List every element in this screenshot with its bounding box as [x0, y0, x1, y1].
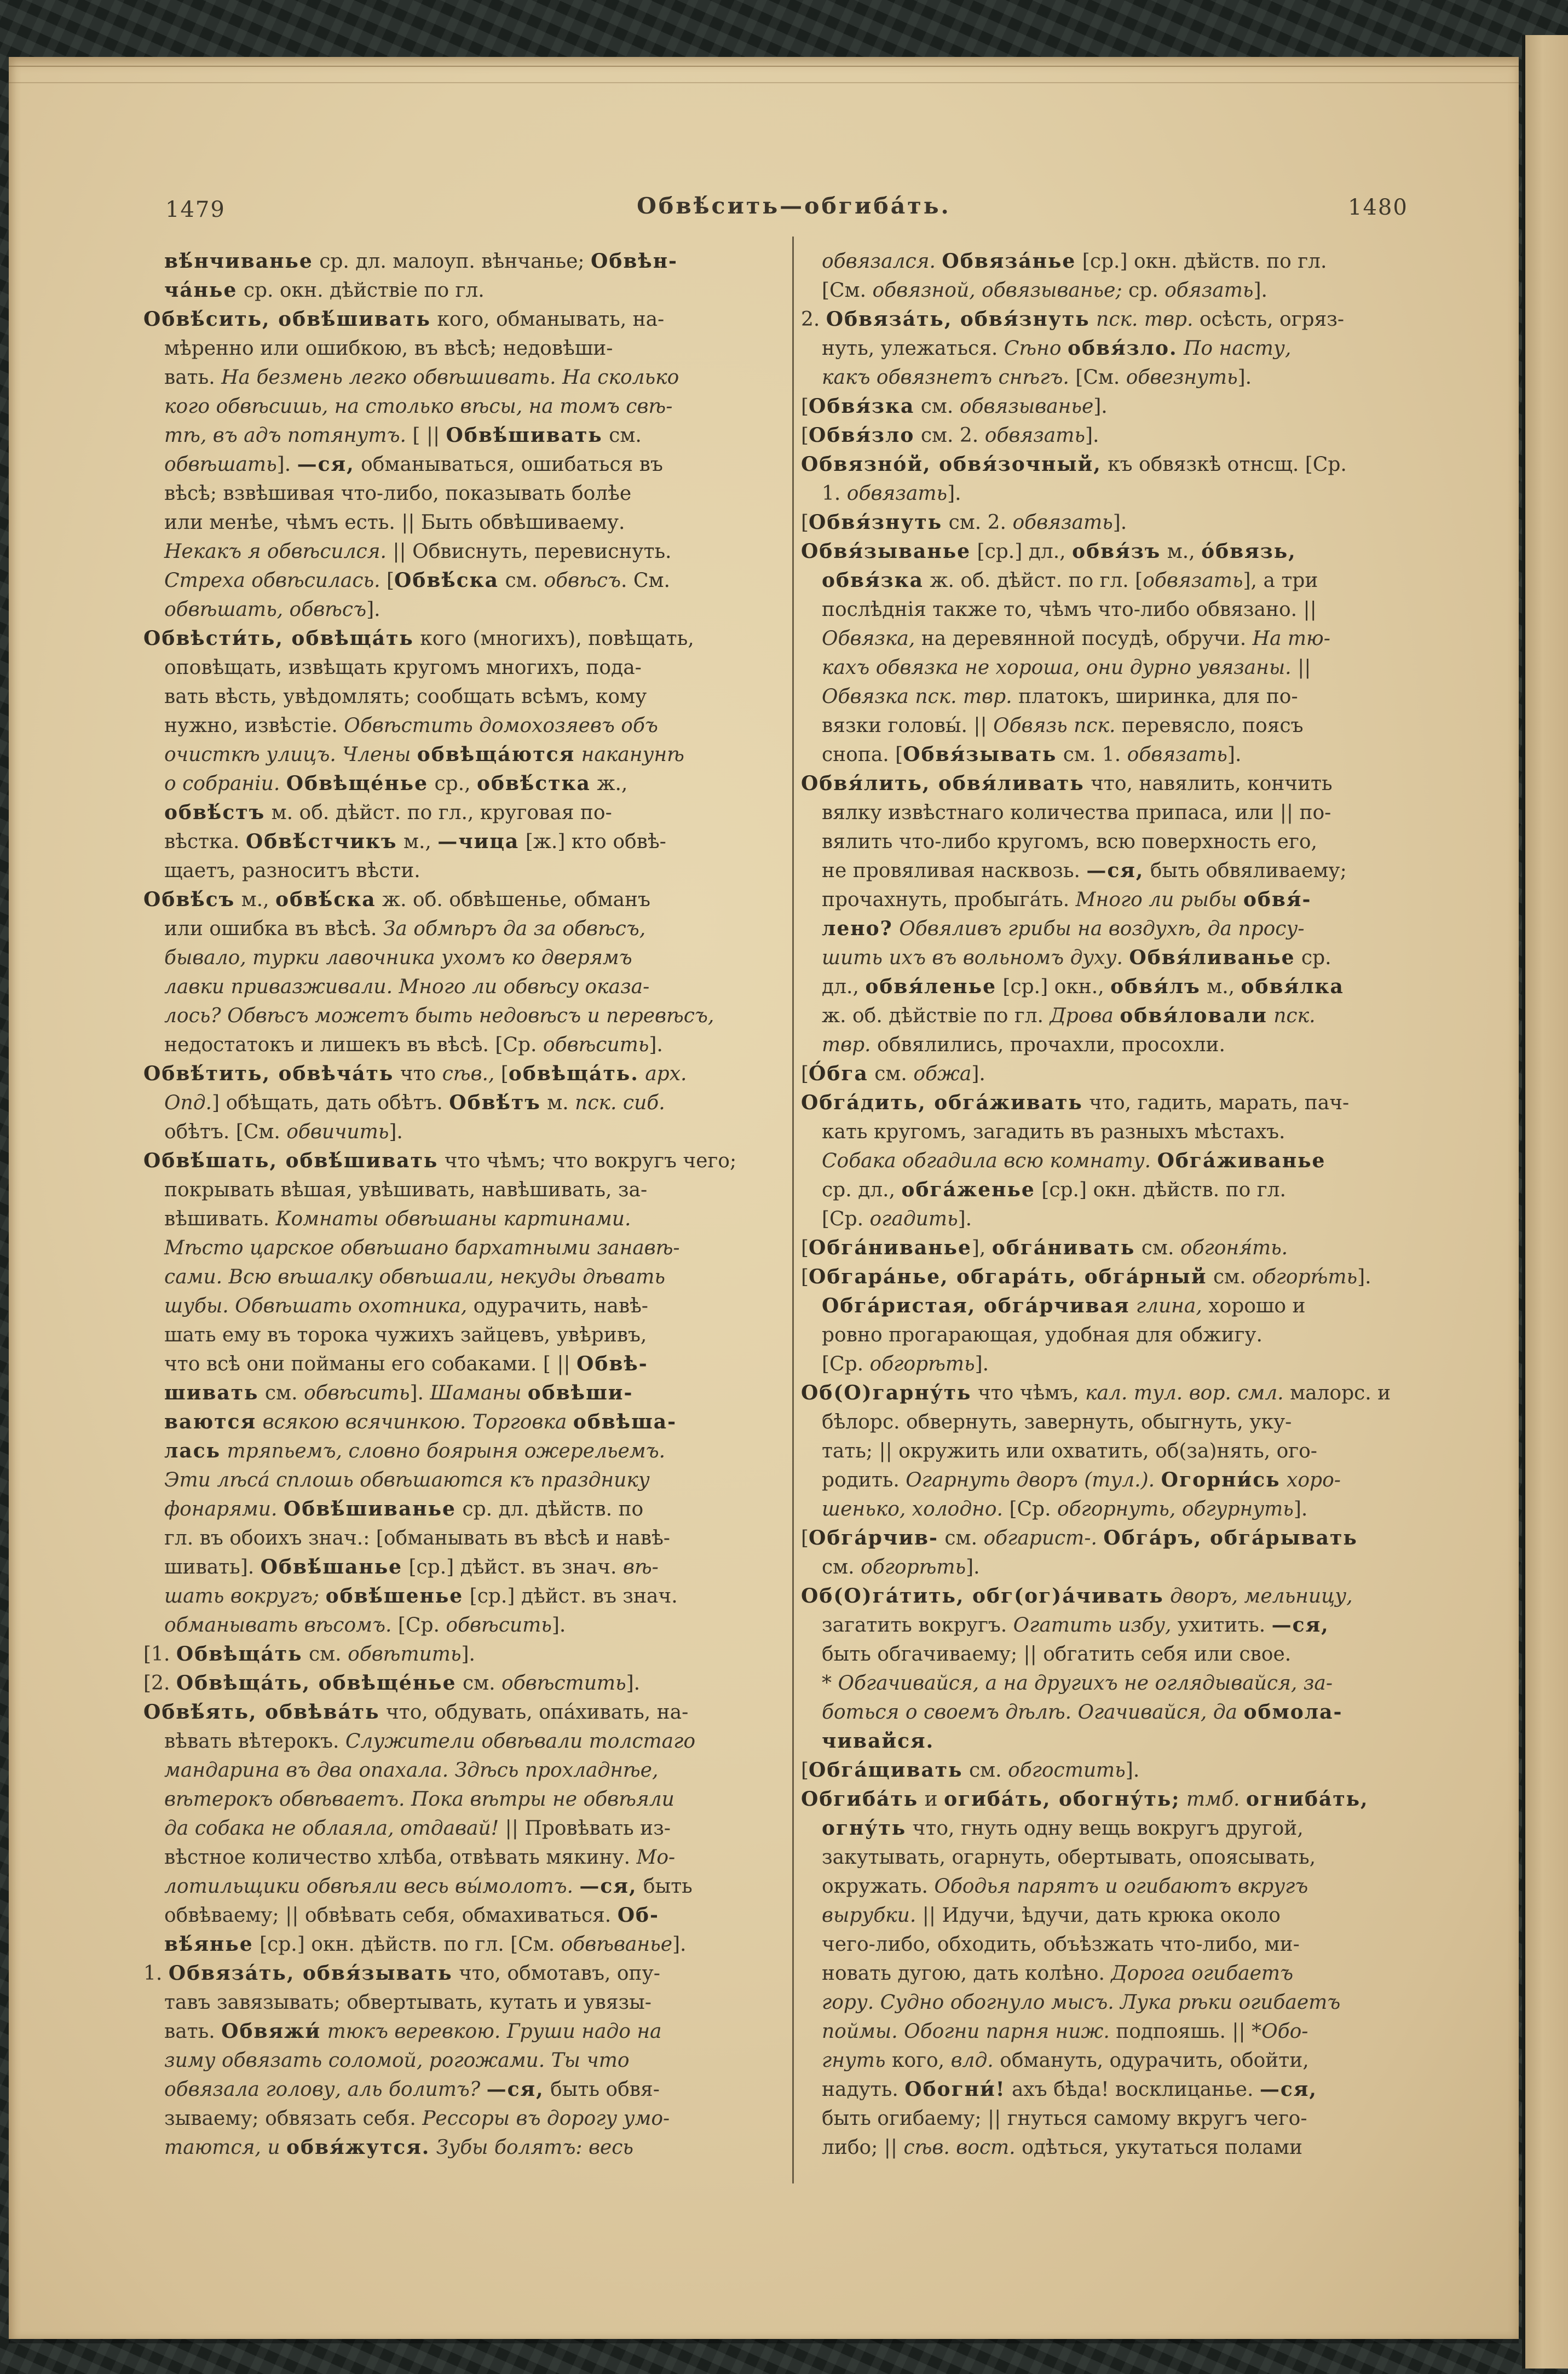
- dictionary-line: [1. Обвѣща́ть см. обвѣтить].: [143, 1643, 475, 1666]
- dictionary-line: обвѣшать]. —ся, обманываться, ошибаться въ: [164, 453, 663, 476]
- dictionary-line: зиму обвязать соломой, рогожами. Ты что: [164, 2049, 630, 2072]
- page-number-right: 1480: [1348, 195, 1408, 220]
- dictionary-line: вѣшивать. Комнаты обвѣшаны картинами.: [164, 1208, 631, 1230]
- dictionary-line: обвѣ́стъ м. об. дѣйст. по гл., круговая по-: [164, 801, 612, 824]
- dictionary-line: Стреха обвѣсилась. [Обвѣ́ска см. обвѣсъ. См.: [164, 569, 670, 592]
- page-number-left: 1479: [165, 197, 226, 222]
- dictionary-line: послѣднія также то, чѣмъ что-либо обвязано. ||: [822, 598, 1317, 621]
- dictionary-line: мѣренно или ошибкою, въ вѣсѣ; недовѣши-: [164, 337, 613, 360]
- dictionary-line: зываему; обвязать себя. Рессоры въ дорогу умо-: [164, 2107, 670, 2130]
- dictionary-line: Обвѣсти́ть, обвѣща́ть кого (многихъ), повѣщать,: [143, 627, 694, 650]
- under-page-edge: [1525, 35, 1568, 2369]
- dictionary-line: 2. Обвяза́ть, обвя́знуть пск. твр. осѣсть, огряз-: [801, 308, 1345, 331]
- dictionary-line: недостатокъ и лишекъ въ вѣсѣ. [Ср. обвѣсить].: [164, 1034, 663, 1056]
- dictionary-line: надуть. Обогни́! ахъ бѣда! восклицанье. —ся,: [822, 2078, 1317, 2101]
- dictionary-line: таются, и обвя́жутся. Зубы болятъ: весь: [164, 2136, 633, 2159]
- dictionary-line: [Ср. обгорѣть].: [822, 1353, 989, 1375]
- dictionary-line: мандарина въ два опахала. Здѣсь прохладнѣе,: [164, 1759, 659, 1782]
- dictionary-line: тать; || окружить или охватить, об(за)нять, ого-: [822, 1440, 1317, 1462]
- dictionary-line: окружать. Ободья парятъ и огибаютъ вкругъ: [822, 1875, 1308, 1898]
- dictionary-line: лось? Обвѣсъ можетъ быть недовѣсъ и перевѣсъ,: [164, 1005, 714, 1027]
- dictionary-line: прочахнуть, пробыга́ть. Много ли рыбы обвя́-: [822, 888, 1312, 911]
- dictionary-line: новать дугою, дать колѣно. Дорога огибаетъ: [822, 1962, 1294, 1985]
- dictionary-line: обвѣваему; || обвѣвать себя, обмахиваться. Об-: [164, 1904, 659, 1927]
- dictionary-line: оповѣщать, извѣщать кругомъ многихъ, пода-: [164, 656, 642, 679]
- dictionary-line: кого обвѣсишь, на столько вѣсы, на томъ свѣ-: [164, 395, 673, 418]
- dictionary-line: шивать см. обвѣсить]. Шаманы обвѣши-: [164, 1381, 633, 1404]
- dictionary-line: Обвѣ́съ м., обвѣ́ска ж. об. обвѣшенье, обманъ: [143, 888, 650, 911]
- dictionary-line: что всѣ они пойманы его собаками. [ || Обвѣ-: [164, 1352, 648, 1375]
- dictionary-line: Обвя́лить, обвя́ливать что, навялить, кончить: [801, 772, 1333, 795]
- dictionary-line: ср. дл., обга́женье [ср.] окн. дѣйств. по гл.: [822, 1178, 1286, 1201]
- dictionary-line: * Обгачивайся, а на другихъ не оглядывайся, за-: [822, 1672, 1333, 1695]
- dictionary-line: Эти лѣса́ сплошь обвѣшаются къ празднику: [164, 1469, 650, 1491]
- dictionary-line: Опд.] обѣщать, дать обѣтъ. Обвѣ́тъ м. пск. сиб.: [164, 1091, 665, 1114]
- dictionary-line: вязки головы́. || Обвязь пск. перевясло, поясъ: [822, 714, 1304, 737]
- page-crease-line: [9, 66, 1519, 67]
- dictionary-line: [См. обвязной, обвязыванье; ср. обязать].: [822, 279, 1267, 302]
- dictionary-line: чивайся.: [822, 1730, 935, 1753]
- dictionary-line: о собраніи. Обвѣще́нье ср., обвѣ́стка ж.,: [164, 772, 628, 795]
- dictionary-line: Мѣсто царское обвѣшано бархатными занавѣ-: [164, 1237, 680, 1259]
- dictionary-line: кахъ обвязка не хороша, они дурно увязаны. ||: [822, 656, 1311, 679]
- dictionary-line: 1. Обвяза́ть, обвя́зывать что, обмотавъ, опу-: [143, 1962, 660, 1985]
- dictionary-line: лавки привазживали. Много ли обвѣсу оказа-: [164, 976, 650, 998]
- dictionary-line: гл. въ обоихъ знач.: [обманывать въ вѣсѣ и навѣ-: [164, 1527, 670, 1549]
- dictionary-line: вѣ́янье [ср.] окн. дѣйств. по гл. [См. обвѣванье].: [164, 1933, 687, 1956]
- dictionary-line: бѣлорс. обвернуть, завернуть, обыгнуть, уку-: [822, 1411, 1292, 1433]
- dictionary-line: [Обга́ниванье], обга́нивать см. обгоня́ть.: [801, 1236, 1288, 1259]
- dictionary-line: шать вокругъ; обвѣ́шенье [ср.] дѣйст. въ знач.: [164, 1584, 678, 1607]
- dictionary-line: снопа. [Обвя́зывать см. 1. обвязать].: [822, 743, 1242, 766]
- dictionary-line: обвя́зка ж. об. дѣйст. по гл. [обвязать], а три: [822, 569, 1318, 592]
- dictionary-line: см. обгорѣть].: [822, 1556, 980, 1578]
- dictionary-line: лено? Обвяливъ грибы на воздухѣ, да просу-: [822, 917, 1305, 940]
- dictionary-line: Обвязка пск. твр. платокъ, ширинка, для по-: [822, 685, 1298, 708]
- dictionary-line: не провяливая насквозь. —ся, быть обвяливаему;: [822, 859, 1347, 882]
- dictionary-line: Обвѣ́тить, обвѣча́ть что сѣв., [обвѣща́ть. арх.: [143, 1062, 687, 1085]
- dictionary-line: ваются всякою всячинкою. Торговка обвѣша-: [164, 1410, 677, 1433]
- dictionary-line: гору. Судно обогнуло мысъ. Лука рѣки огибаетъ: [822, 1991, 1341, 2014]
- dictionary-line: Обвѣ́ять, обвѣва́ть что, обдувать, опа́хивать, на-: [143, 1701, 689, 1724]
- dictionary-line: вѣвать вѣтерокъ. Служители обвѣвали толстаго: [164, 1730, 696, 1753]
- dictionary-column-left: [143, 247, 793, 2162]
- dictionary-line: гнуть кого, влд. обмануть, одурачить, обойти,: [822, 2049, 1309, 2072]
- dictionary-line: вѣ́нчиванье ср. дл. малоуп. вѣнчанье; Обвѣн-: [164, 250, 678, 273]
- dictionary-line: Собака обгадила всю комнату. Обга́живанье: [822, 1149, 1326, 1172]
- dictionary-line: родить. Огарнуть дворъ (тул.). Огорни́сь хоро-: [822, 1468, 1341, 1491]
- dictionary-line: Обвязно́й, обвя́зочный, къ обвязкѣ отнсщ. [Ср.: [801, 453, 1347, 476]
- dictionary-line: лась тряпьемъ, словно боярыня ожерельемъ.: [164, 1439, 666, 1462]
- dictionary-line: нужно, извѣстіе. Обвѣстить домохозяевъ объ: [164, 714, 658, 737]
- dictionary-line: быть огибаему; || гнуться самому вкругъ чего-: [822, 2107, 1307, 2130]
- dictionary-line: тѣ, въ адъ потянутъ. [ || Обвѣ́шивать см.: [164, 424, 642, 447]
- dictionary-line: вѣтерокъ обвѣваетъ. Пока вѣтры не обвѣяли: [164, 1788, 675, 1811]
- dictionary-line: [2. Обвѣща́ть, обвѣще́нье см. обвѣстить].: [143, 1672, 641, 1695]
- dictionary-line: вать вѣсть, увѣдомлять; сообщать всѣмъ, кому: [164, 685, 647, 708]
- dictionary-line: [Обгара́нье, обгара́ть, обга́рный см. обгорѣ́ть].: [801, 1265, 1371, 1288]
- dictionary-line: дл., обвя́ленье [ср.] окн., обвя́лъ м., обвя́лка: [822, 975, 1344, 998]
- dictionary-line: кать кругомъ, загадить въ разныхъ мѣстахъ.: [822, 1121, 1285, 1143]
- dictionary-line: обманывать вѣсомъ. [Ср. обвѣсить].: [164, 1614, 566, 1637]
- dictionary-line: обѣтъ. [См. обвичить].: [164, 1121, 403, 1143]
- page-crease-line: [9, 82, 1519, 83]
- dictionary-line: загатить вокругъ. Огатить избу, ухитить. —ся,: [822, 1614, 1329, 1637]
- dictionary-line: вать. Обвяжи́ тюкъ веревкою. Груши надо на: [164, 2020, 662, 2043]
- dictionary-line: Обгиба́ть и огиба́ть, обогну́ть; тмб. огниба́ть,: [801, 1788, 1369, 1811]
- dictionary-line: обвязался. Обвяза́нье [ср.] окн. дѣйств. по гл.: [822, 250, 1327, 273]
- dictionary-line: чего-либо, обходить, объѣзжать что-либо, ми-: [822, 1933, 1300, 1956]
- dictionary-line: шать ему въ торока чужихъ зайцевъ, увѣривъ,: [164, 1324, 647, 1346]
- dictionary-line: огну́ть что, гнуть одну вещь вокругъ другой,: [822, 1817, 1304, 1840]
- dictionary-line: фонарями. Обвѣ́шиванье ср. дл. дѣйств. по: [164, 1497, 644, 1520]
- dictionary-line: поймы. Обогни парня ниж. подпояшь. || *Обо-: [822, 2020, 1308, 2043]
- dictionary-line: какъ обвязнетъ снѣгъ. [См. обвезнуть].: [822, 366, 1252, 389]
- dictionary-line: [Обга́рчив- см. обгарист-. Обга́ръ, обга́рывать: [801, 1526, 1358, 1549]
- dictionary-line: вырубки. || Идучи, ѣдучи, дать крюка около: [822, 1904, 1281, 1927]
- dictionary-line: быть обгачиваему; || обгатить себя или свое.: [822, 1643, 1292, 1666]
- dictionary-line: вялку извѣстнаго количества припаса, или || по-: [822, 802, 1331, 824]
- dictionary-column-right: [801, 247, 1461, 2162]
- dictionary-line: лотильщики обвѣяли весь вы́молотъ. —ся, быть: [164, 1875, 693, 1898]
- dictionary-line: [Ср. огадить].: [822, 1208, 972, 1230]
- dictionary-line: шенько, холодно. [Ср. обгорнуть, обгурнуть].: [822, 1498, 1308, 1520]
- dictionary-line: вѣстное количество хлѣба, отвѣвать мякину. Мо-: [164, 1846, 676, 1869]
- dictionary-line: [Обвя́зка см. обвязыванье].: [801, 395, 1108, 418]
- dictionary-line: или ошибка въ вѣсѣ. За обмѣръ да за обвѣсъ,: [164, 918, 646, 940]
- dictionary-line: нуть, улежаться. Сѣно обвя́зло. По насту,: [822, 337, 1292, 360]
- dictionary-line: либо; || сѣв. вост. одѣться, укутаться полами: [822, 2136, 1302, 2159]
- dictionary-line: тавъ завязывать; обвертывать, кутать и увязы-: [164, 1991, 652, 2014]
- dictionary-line: 1. обвязать].: [822, 482, 961, 505]
- dictionary-line: щаетъ, разноситъ вѣсти.: [164, 860, 420, 882]
- dictionary-line: Об(О)гарну́ть что чѣмъ, кал. тул. вор. смл. малорс. и: [801, 1381, 1391, 1404]
- dictionary-line: шивать]. Обвѣ́шанье [ср.] дѣйст. въ знач. вѣ-: [164, 1555, 659, 1578]
- dictionary-line: обвязала голову, аль болитъ? —ся, быть обвя-: [164, 2078, 660, 2101]
- dictionary-line: очисткѣ улицъ. Члены обвѣща́ются наканунѣ: [164, 743, 684, 766]
- dictionary-line: закутывать, огарнуть, обертывать, опоясывать,: [822, 1846, 1316, 1869]
- dictionary-line: боться о своемъ дѣлѣ. Огачивайся, да обмола-: [822, 1701, 1343, 1724]
- dictionary-line: твр. обвялились, прочахли, просохли.: [822, 1034, 1225, 1056]
- dictionary-line: Обвѣ́сить, обвѣ́шивать кого, обманывать, на-: [143, 308, 665, 331]
- dictionary-line: покрывать вѣшая, увѣшивать, навѣшивать, за-: [164, 1179, 648, 1201]
- dictionary-line: Об(О)га́тить, обг(ог)а́чивать дворъ, мельницу,: [801, 1584, 1353, 1607]
- dictionary-line: ж. об. дѣйствіе по гл. Дрова обвя́ловали пск.: [822, 1004, 1316, 1027]
- dictionary-line: да собака не облаяла, отдавай! || Провѣвать из-: [164, 1817, 671, 1840]
- running-title: Обвѣ́сить—обгиба́ть.: [637, 193, 951, 219]
- dictionary-line: Некакъ я обвѣсился. || Обвиснуть, перевиснуть.: [164, 540, 672, 563]
- dictionary-line: [Обвя́зло см. 2. обвязать].: [801, 424, 1099, 447]
- dictionary-line: бывало, турки лавочника ухомъ ко дверямъ: [164, 947, 632, 969]
- dictionary-line: Обга́ристая, обга́рчивая глина, хорошо и: [822, 1294, 1306, 1317]
- dictionary-line: Обга́дить, обга́живать что, гадить, марать, пач-: [801, 1091, 1350, 1114]
- dictionary-line: [Обга́щивать см. обгостить].: [801, 1759, 1140, 1782]
- dictionary-line: Обвязка, на деревянной посудѣ, обручи. На тю-: [822, 627, 1330, 650]
- dictionary-line: сами. Всю вѣшалку обвѣшали, некуды дѣвать: [164, 1266, 665, 1288]
- dictionary-line: шить ихъ въ вольномъ духу. Обвя́ливанье ср.: [822, 946, 1331, 969]
- dictionary-line: вѣстка. Обвѣ́стчикъ м., —чица [ж.] кто обвѣ-: [164, 830, 666, 853]
- dictionary-line: ча́нье ср. окн. дѣйствіе по гл.: [164, 279, 485, 302]
- dictionary-line: шубы. Обвѣшать охотника, одурачить, навѣ-: [164, 1295, 648, 1317]
- dictionary-line: [О́бга см. обжа].: [801, 1062, 985, 1085]
- dictionary-line: вялить что-либо кругомъ, всю поверхность его,: [822, 831, 1317, 853]
- dictionary-line: вѣсѣ; взвѣшивая что-либо, показывать болѣе: [164, 482, 632, 505]
- dictionary-line: вать. На безмень легко обвѣшивать. На сколько: [164, 366, 679, 389]
- dictionary-line: Обвѣ́шать, обвѣ́шивать что чѣмъ; что вокругъ чего;: [143, 1149, 737, 1172]
- dictionary-line: Обвя́зыванье [ср.] дл., обвя́зъ м., о́бвязь,: [801, 540, 1296, 563]
- dictionary-line: ровно прогарающая, удобная для обжигу.: [822, 1324, 1263, 1346]
- dictionary-line: обвѣшать, обвѣсъ].: [164, 598, 381, 621]
- dictionary-line: или менѣе, чѣмъ есть. || Быть обвѣшиваему.: [164, 511, 625, 534]
- dictionary-line: [Обвя́знуть см. 2. обвязать].: [801, 511, 1127, 534]
